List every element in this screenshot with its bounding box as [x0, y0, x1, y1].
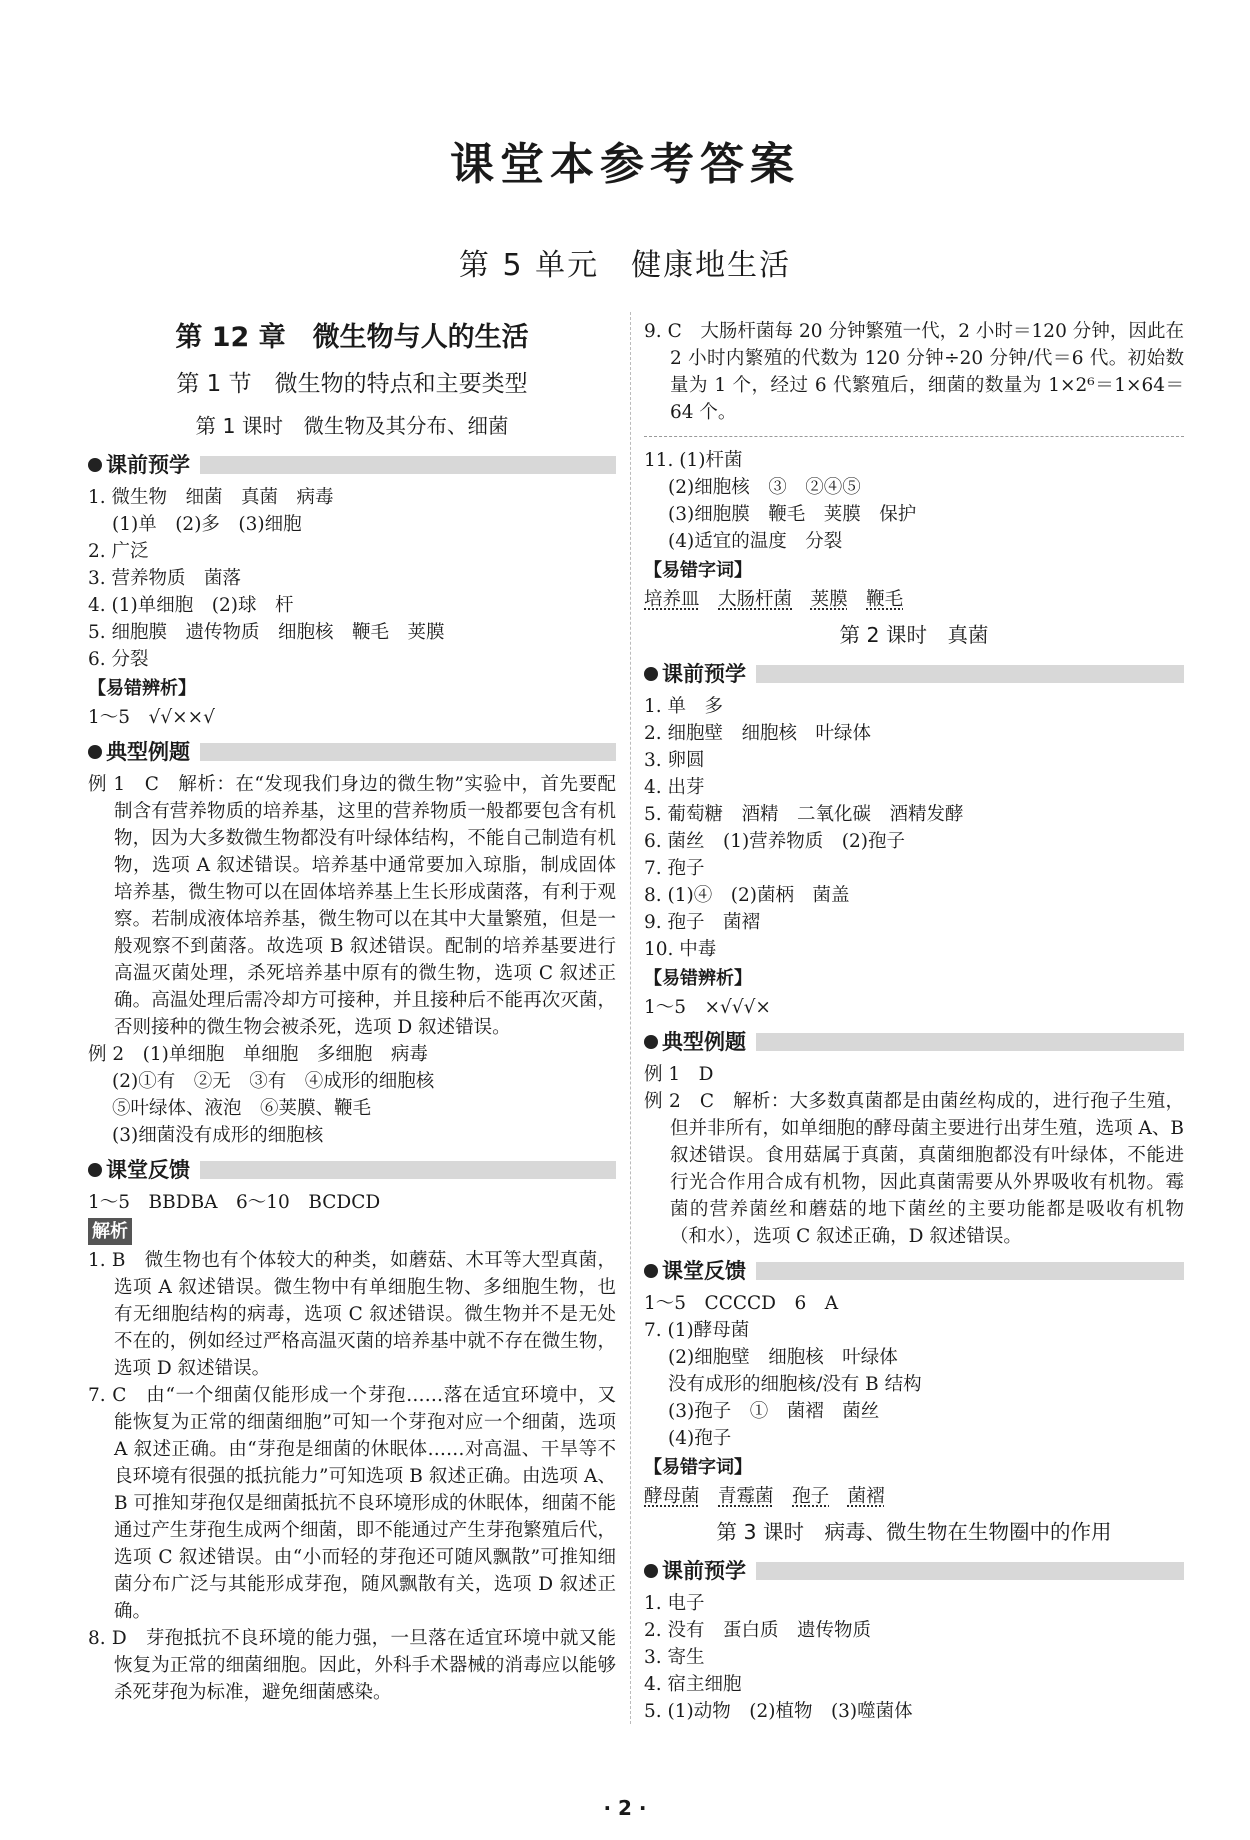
lesson-title: 第 1 课时 微生物及其分布、细菌: [195, 414, 509, 438]
answer-line: 1. 电子: [644, 1593, 705, 1614]
answer-line: 1. 单 多: [644, 696, 724, 717]
section-header-examples: 典型例题: [644, 1027, 1184, 1057]
answer-line: 5. 细胞膜 遗传物质 细胞核 鞭毛 荚膜: [88, 622, 445, 643]
answer-line: 7. (1)酵母菌: [644, 1320, 750, 1341]
bullet-icon: [88, 1163, 102, 1177]
tag-error-words: 【易错字词】: [644, 560, 752, 581]
answer-line: ⑤叶绿体、液泡 ⑥荚膜、鞭毛: [112, 1098, 372, 1119]
tag-error-analysis: 【易错辨析】: [644, 968, 752, 989]
chapter-title: 第 12 章 微生物与人的生活: [175, 322, 529, 353]
answer-line: 9. 孢子 菌褶: [644, 912, 761, 933]
answer-line: 4. 宿主细胞: [644, 1674, 742, 1695]
section-header-feedback: 课堂反馈: [88, 1155, 616, 1185]
answer-line: 3. 营养物质 菌落: [88, 568, 242, 589]
section-header-examples: 典型例题: [88, 737, 616, 767]
unit-title: 第 5 单元 健康地生活: [458, 248, 792, 283]
example-2: 例 2 C 解析：大多数真菌都是由菌丝构成的，进行孢子生殖，但并非所有，如单细胞的酵母菌主要进行出芽生殖，选项 A、B 叙述错误。食用菇属于真菌，真菌细胞都没有叶绿体，不能进行光合作用合成有机物，因此真菌需要从外界吸收有机物。霉菌的营养菌丝和蘑菇的地下菌丝的主要功能都是吸收有机物（和水），选项 C 叙述正确，D 叙述错误。: [644, 1091, 1184, 1247]
bullet-icon: [88, 458, 102, 472]
page-number: · 2 ·: [603, 1796, 647, 1820]
answer-line: 5. 葡萄糖 酒精 二氧化碳 酒精发酵: [644, 804, 964, 825]
answer-line: 2. 广泛: [88, 541, 149, 562]
answer-line: (4)孢子: [668, 1428, 732, 1449]
answer-line: 8. (1)④ (2)菌柄 菌盖: [644, 885, 850, 906]
answer-line: 3. 寄生: [644, 1647, 705, 1668]
answer-line: 2. 没有 蛋白质 遗传物质: [644, 1620, 872, 1641]
answer-line: (4)适宜的温度 分裂: [668, 531, 843, 552]
section-header-preview: 课前预学: [644, 659, 1184, 689]
answer-line: (1)单 (2)多 (3)细胞: [112, 514, 302, 535]
dashed-divider: [644, 436, 1184, 437]
page-title: 课堂本参考答案: [450, 139, 800, 190]
example-1: 例 1 D: [644, 1064, 714, 1085]
answer-line: 6. 分裂: [88, 649, 149, 670]
error-word: 培养皿: [644, 589, 700, 610]
answer-line: 3. 卵圆: [644, 750, 705, 771]
error-word: 荚膜: [810, 589, 848, 610]
answer-line: 4. 出芽: [644, 777, 705, 798]
answer-line: 4. (1)单细胞 (2)球 杆: [88, 595, 294, 616]
answer-line: (3)孢子 ① 菌褶 菌丝: [668, 1401, 880, 1422]
lesson-title: 第 2 课时 真菌: [839, 623, 989, 647]
answer-9: 9. C 大肠杆菌每 20 分钟繁殖一代，2 小时＝120 分钟，因此在 2 小时内繁殖的代数为 120 分钟÷20 分钟/代＝6 代。初始数量为 1 个，经过 6 代繁殖后，细菌的数量为 1×2⁶＝1×64＝64 个。: [644, 321, 1184, 423]
answer-8: 8. D 芽孢抵抗不良环境的能力强，一旦落在适宜环境中就又能恢复为正常的细菌细胞。因此，外科手术器械的消毒应以能够杀死芽孢为标准，避免细菌感染。: [88, 1628, 616, 1703]
answer-line: 1～5 CCCCD 6 A: [644, 1293, 839, 1314]
answer-line: 没有成形的细胞核/没有 B 结构: [668, 1374, 922, 1395]
example-1: 例 1 C 解析：在“发现我们身边的微生物”实验中，首先要配制含有营养物质的培养基，这里的营养物质一般都要包含有机物，因为大多数微生物都没有叶绿体结构，不能自己制造有机物，选项 A 叙述错误。培养基中通常要加入琼脂，制成固体培养基，微生物可以在固体培养基上生长形成菌落，有利于观察。若制成液体培养基，微生物可以在其中大量繁殖，但是一般观察不到菌落。故选项 B 叙述错误。配制的培养基要进行高温灭菌处理，杀死培养基中原有的微生物，选项 C 叙述正确。高温处理后需冷却方可接种，并且接种后不能再次灭菌，否则接种的微生物会被杀死，选项 D 叙述错误。: [88, 774, 616, 1038]
answer-line: 5. (1)动物 (2)植物 (3)噬菌体: [644, 1701, 913, 1722]
error-word: 大肠杆菌: [718, 589, 793, 610]
answer-line: 6. 菌丝 (1)营养物质 (2)孢子: [644, 831, 905, 852]
section-header-feedback: 课堂反馈: [644, 1256, 1184, 1286]
answer-line: 1～5 BBDBA 6～10 BCDCD: [88, 1192, 381, 1213]
answer-line: 1～5 ×√√√×: [644, 997, 771, 1018]
tag-error-analysis: 【易错辨析】: [88, 678, 196, 699]
section-header-preview: 课前预学: [644, 1556, 1184, 1586]
answer-line: (2)细胞壁 细胞核 叶绿体: [668, 1347, 898, 1368]
answer-11: 11. (1)杆菌: [644, 450, 743, 471]
answer-line: 1～5 √√××√: [88, 707, 215, 728]
answer-line: 7. 孢子: [644, 858, 705, 879]
bullet-icon: [644, 1264, 658, 1278]
answer-line: (3)细胞膜 鞭毛 荚膜 保护: [668, 504, 917, 525]
answer-line: (3)细菌没有成形的细胞核: [112, 1125, 324, 1146]
tag-error-words: 【易错字词】: [644, 1457, 752, 1478]
left-column: [88, 318, 616, 1706]
error-words-line: [644, 586, 1184, 613]
example-2: 例 2 (1)单细胞 单细胞 多细胞 病毒: [88, 1044, 428, 1065]
bullet-icon: [644, 1035, 658, 1049]
bullet-icon: [644, 667, 658, 681]
answer-line: (2)细胞核 ③ ②④⑤: [668, 477, 861, 498]
answer-line: 10. 中毒: [644, 939, 717, 960]
column-divider: [630, 312, 631, 1724]
answer-line: 2. 细胞壁 细胞核 叶绿体: [644, 723, 872, 744]
answer-7: 7. C 由“一个细菌仅能形成一个芽孢……落在适宜环境中，又能恢复为正常的细菌细胞”可知一个芽孢对应一个细菌，选项 A 叙述正确。由“芽孢是细菌的休眠体……对高温、干旱等不良环境有很强的抵抗能力”可知选项 B 叙述正确。由选项 A、B 可推知芽孢仅是细菌抵抗不良环境形成的休眠体，细菌不能通过产生芽孢生成两个细菌，即不能通过产生芽孢繁殖后代，选项 C 叙述错误。由“小而轻的芽孢还可随风飘散”可推知细菌分布广泛与其能形成芽孢，随风飘散有关，选项 D 叙述正确。: [88, 1385, 616, 1622]
answer-1: 1. B 微生物也有个体较大的种类，如蘑菇、木耳等大型真菌，选项 A 叙述错误。微生物中有单细胞生物、多细胞生物，也有无细胞结构的病毒，选项 C 叙述错误。微生物并不是无处不在的，例如经过严格高温灭菌的培养基中就不存在微生物，选项 D 叙述错误。: [88, 1250, 616, 1379]
tag-explanation: 解析: [88, 1218, 132, 1245]
error-word: 菌褶: [847, 1486, 885, 1507]
bullet-icon: [88, 745, 102, 759]
section-header-preview: 课前预学: [88, 450, 616, 480]
lesson-title: 第 3 课时 病毒、微生物在生物圈中的作用: [716, 1520, 1112, 1544]
error-word: 酵母菌: [644, 1486, 700, 1507]
answer-line: (2)①有 ②无 ③有 ④成形的细胞核: [112, 1071, 435, 1092]
error-words-line: [644, 1483, 1184, 1510]
bullet-icon: [644, 1564, 658, 1578]
error-word: 孢子: [792, 1486, 830, 1507]
error-word: 鞭毛: [866, 589, 904, 610]
answer-line: 1. 微生物 细菌 真菌 病毒: [88, 487, 334, 508]
right-column: [644, 318, 1184, 1725]
error-word: 青霉菌: [718, 1486, 774, 1507]
section-title: 第 1 节 微生物的特点和主要类型: [176, 371, 528, 397]
